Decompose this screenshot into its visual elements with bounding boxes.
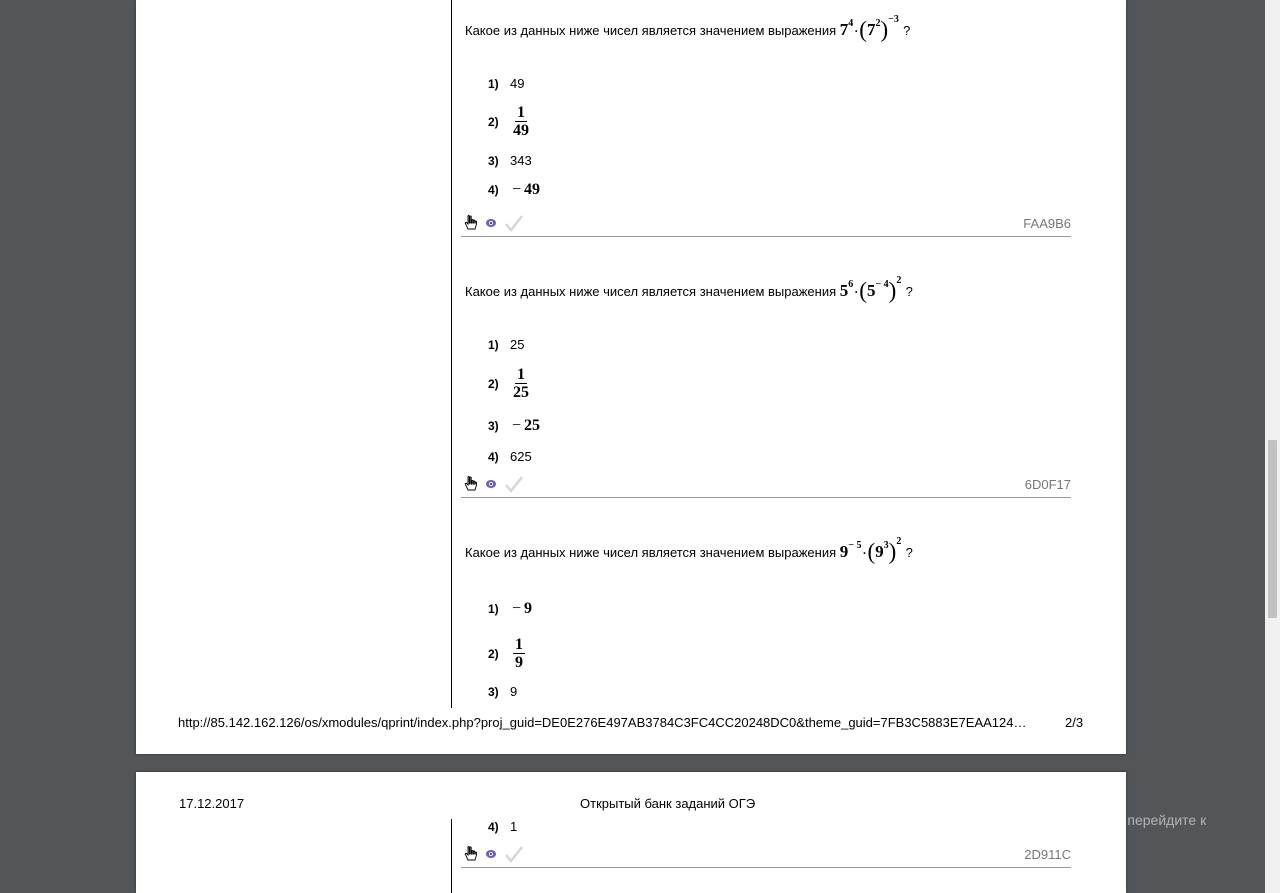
watermark-line: параметрам компьютера. bbox=[926, 833, 1092, 849]
answer-option: 4) 1 bbox=[488, 819, 518, 834]
left-margin-line bbox=[451, 0, 452, 708]
page-url: http://85.142.162.126/os/xmodules/qprint/index.php?proj_guid=DE0E276E497AB3784C3FC4CC20248DC0&theme_guid=7FB3C5883E7EAA124… bbox=[178, 715, 1027, 730]
hand-pointer-icon[interactable] bbox=[464, 215, 478, 231]
task-code: FAA9B6 bbox=[1023, 216, 1071, 231]
divider bbox=[461, 236, 1071, 237]
question-text: Какое из данных ниже чисел является значением выражения $5^6\cdot(5^{- 4})^2$ ? bbox=[465, 275, 913, 303]
answer-option: 4) − 49 bbox=[488, 181, 541, 198]
watermark-title: Активация Windows bbox=[926, 784, 1111, 806]
pdf-page-2 bbox=[136, 0, 1126, 754]
answer-option: 4) 625 bbox=[488, 449, 532, 464]
answer-option: 1) 49 bbox=[488, 76, 525, 91]
windows-activation-watermark bbox=[926, 784, 1206, 852]
answer-option: 1) 25 bbox=[488, 337, 525, 352]
checkmark-icon[interactable] bbox=[504, 845, 524, 863]
math-expression: $9^{- 5}\cdot(9^3)^2$ bbox=[839, 536, 902, 564]
answer-option: 3) − 25 bbox=[488, 417, 541, 434]
fraction: $\frac{1}{49}$ bbox=[513, 104, 529, 139]
math-expression: $7^4\cdot(7^2)^{-3}$ bbox=[839, 14, 899, 42]
answer-option: 2) $\frac{1}{25}$ bbox=[488, 366, 529, 401]
task-code: 2D911C bbox=[1024, 847, 1071, 862]
scrollbar-thumb[interactable] bbox=[1268, 440, 1277, 618]
hand-pointer-icon[interactable] bbox=[464, 476, 478, 492]
question-text: Какое из данных ниже чисел является значением выражения $9^{- 5}\cdot(9^3)^2$ ? bbox=[465, 536, 913, 564]
page-title: Открытый банк заданий ОГЭ bbox=[580, 796, 756, 811]
answer-option: 3) 343 bbox=[488, 153, 532, 168]
answer-option: 2) $\frac{1}{49}$ bbox=[488, 104, 529, 139]
answer-option: 1) − 9 bbox=[488, 600, 533, 617]
eye-icon[interactable] bbox=[485, 478, 497, 490]
divider bbox=[461, 497, 1071, 498]
fraction: $\frac{1}{9}$ bbox=[515, 636, 523, 671]
eye-icon[interactable] bbox=[485, 848, 497, 860]
answer-option: 2) $\frac{1}{9}$ bbox=[488, 636, 523, 671]
fraction: $\frac{1}{25}$ bbox=[513, 366, 529, 401]
divider bbox=[461, 867, 1071, 868]
vertical-scrollbar[interactable] bbox=[1265, 0, 1280, 893]
question-text: Какое из данных ниже чисел является значением выражения $7^4\cdot(7^2)^{-3}$ ? bbox=[465, 14, 911, 42]
hand-pointer-icon[interactable] bbox=[464, 846, 478, 862]
checkmark-icon[interactable] bbox=[504, 214, 524, 232]
task-code: 6D0F17 bbox=[1024, 477, 1071, 492]
checkmark-icon[interactable] bbox=[504, 475, 524, 493]
eye-icon[interactable] bbox=[485, 217, 497, 229]
answer-option: 3) 9 bbox=[488, 684, 518, 699]
math-expression: $5^6\cdot(5^{- 4})^2$ bbox=[839, 275, 902, 303]
task-footer bbox=[461, 473, 1071, 495]
task-footer bbox=[461, 212, 1071, 234]
page-date: 17.12.2017 bbox=[179, 796, 245, 811]
page-number: 2/3 bbox=[1065, 715, 1084, 730]
watermark-line: Чтобы активировать Windows, перейдите к bbox=[926, 812, 1207, 828]
left-margin-line bbox=[451, 819, 452, 893]
